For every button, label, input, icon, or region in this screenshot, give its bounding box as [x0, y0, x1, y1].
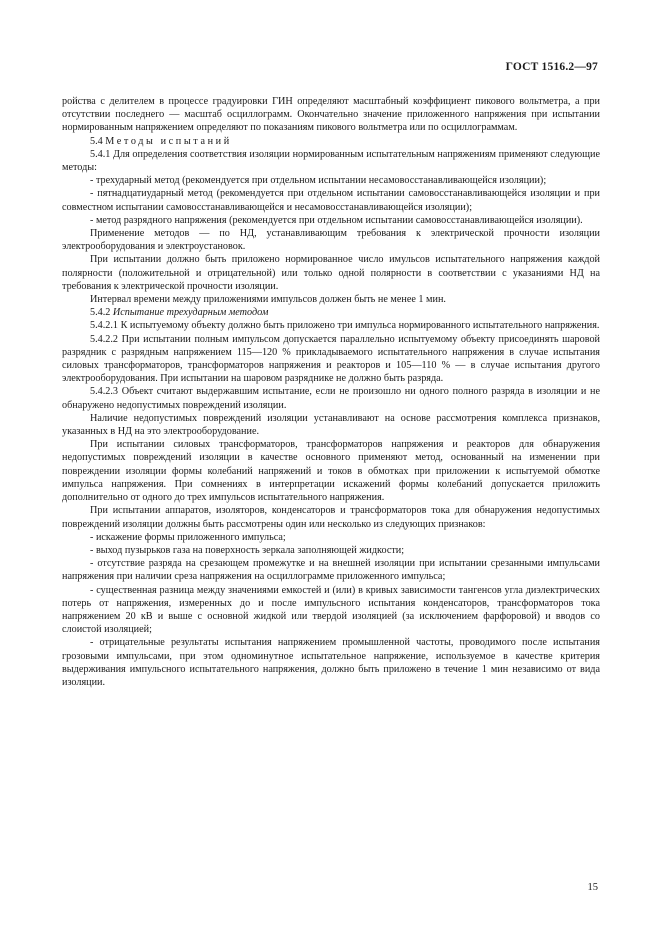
paragraph: 5.4.2.1 К испытуемому объекту должно быть приложено три импульса нормированного испытательного напряжения.	[90, 320, 600, 332]
paragraph: 5.4.1 Для определения соответствия изоляции нормированным испытательным напряжениям применяют следующие методы:	[62, 148, 600, 174]
paragraph: При испытании аппаратов, изоляторов, конденсаторов и трансформаторов тока для обнаружения недопустимых повреждений изоляции должны быть рассмотрены один или несколько из следующих признаков:	[62, 505, 600, 530]
list-item: - существенная разница между значениями емкостей и (или) в кривых зависимости тангенсов угла диэлектрических потерь от напряжения, измеренных до и после импульсного испытания конденсаторов, трансформаторов тока напряжением 20 кВ и выше с основной жидкой или твердой изоляцией (за исключением фарфоровой) и вводов со слоистой изоляцией;	[62, 584, 600, 636]
list-item: - выход пузырьков газа на поверхность зеркала заполняющей жидкости;	[90, 544, 405, 556]
list-item: - пятнадцатиударный метод (рекомендуется при отдельном испытании самовосстанавливающейся изоляции и при совместном испытании самовосстанавливающейся и несамовосстанавливающейся изоляции);	[62, 188, 600, 213]
page-number: 15	[587, 882, 598, 893]
list-item: - отрицательные результаты испытания напряжением промышленной частоты, проводимого после испытания грозовыми импульсами, при этом одноминутное испытательное напряжение, используемое в качестве критерия выдерживания импульсного испытательного напряжения, должно быть приложено в течение 1 мин независимо от вида изоляции.	[62, 637, 600, 688]
section-heading-5-4-2	[62, 306, 600, 319]
document-body	[62, 95, 600, 689]
list-item: - метод разрядного напряжения (рекомендуется при отдельном испытании самовосстанавливающейся изоляции).	[90, 214, 583, 226]
paragraph: Интервал времени между приложениями импульсов должен быть не менее 1 мин.	[90, 294, 446, 306]
section-title: Испытание трехударным методом	[112, 307, 269, 319]
list-item: - трехударный метод (рекомендуется при отдельном испытании несамовосстанавливающейся изоляции);	[90, 175, 547, 187]
paragraph: 5.4.2.3 Объект считают выдержавшим испытание, если не произошло ни одного полного разряда в изоляции и не обнаружено недопустимых повреждений изоляции.	[62, 386, 600, 411]
section-number: 5.4.2	[90, 307, 111, 319]
list-item: - отсутствие разряда на срезающем промежутке и на внешней изоляции при испытании срезанными импульсами напряжения при наличии среза напряжения на осциллограмме приложенного импульса;	[62, 558, 600, 583]
document-header: ГОСТ 1516.2—97	[505, 61, 598, 73]
paragraph: При испытании силовых трансформаторов, трансформаторов напряжения и реакторов для обнаружения недопустимых повреждений изоляции в качестве основного применяют метод, основанный на изменении при повреждении изоляции формы колебаний напряжений и токов в обмотках при приложении к испытуемой обмотке импульса напряжения. При сомнениях в интерпретации искажений формы колебаний допускается приложить дополнительно от одного до трех импульсов испытательного напряжения.	[62, 439, 600, 504]
list-item: - искажение формы приложенного импульса;	[90, 531, 286, 543]
paragraph: 5.4.2.2 При испытании полным импульсом допускается параллельно испытуемому объекту присоединять шаровой разрядник с разрядным напряжением 115—120 % прикладываемого испытательного напряжения в случае испытания силовых трансформаторов, трансформаторов напряжения и реакторов и 105—110 % — в случае испытания другого электрооборудования. При испытании на шаровом разряднике не должно быть разряда.	[62, 333, 600, 385]
section-number: 5.4	[90, 135, 103, 147]
paragraph: ройства с делителем в процессе градуировки ГИН определяют масштабный коэффициент пикового вольтметра, а при отсутствии последнего — масштаб осциллограмм. Окончательно значение приложенного напряжения при испытании нормированным напряжением определяют по показаниям пикового вольтметра или по осциллограммам.	[62, 96, 600, 134]
section-heading-5-4	[62, 135, 600, 148]
section-title: Методы испытаний	[105, 135, 232, 147]
paragraph: При испытании должно быть приложено нормированное число имульсов испытательного напряжения каждой полярности (положительной и отрицательной) или только одной полярности в соответствии с указаниями НД на требования к электрической прочности изоляции.	[62, 254, 600, 292]
paragraph: Наличие недопустимых повреждений изоляции устанавливают на основе рассмотрения комплекса признаков, указанных в НД на это электрооборудование.	[62, 412, 600, 438]
paragraph: Применение методов — по НД, устанавливающим требования к электрической прочности изоляции электрооборудования и электроустановок.	[62, 228, 600, 253]
